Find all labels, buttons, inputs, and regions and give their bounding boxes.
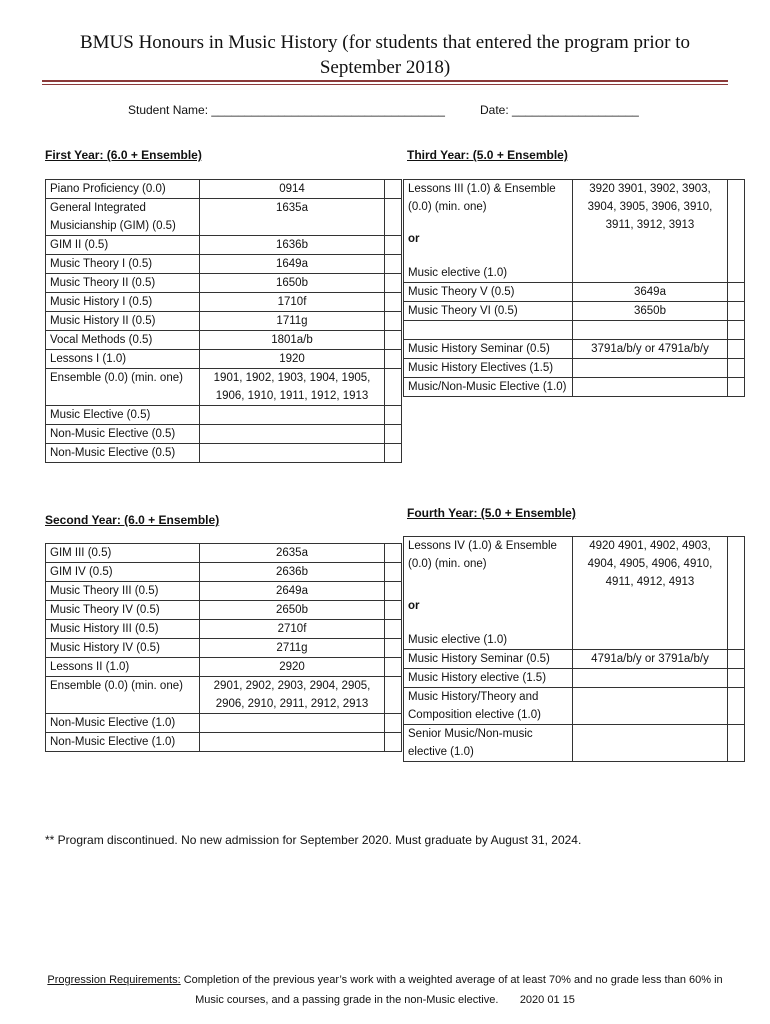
code-cell: 1901, 1902, 1903, 1904, 1905, 1906, 1910, 1911, 1912, 1913 bbox=[200, 369, 385, 406]
first-year-heading: First Year: (6.0 + Ensemble) bbox=[45, 148, 202, 162]
table-row bbox=[46, 369, 402, 406]
checkbox-cell[interactable] bbox=[728, 283, 745, 302]
title-rule-thin bbox=[42, 84, 728, 85]
checkbox-cell[interactable] bbox=[385, 582, 402, 601]
table-row bbox=[404, 283, 745, 302]
checkbox-cell[interactable] bbox=[385, 733, 402, 752]
table-row bbox=[46, 274, 402, 293]
table-row bbox=[46, 350, 402, 369]
course-cell: Music History Electives (1.5) bbox=[404, 359, 573, 378]
code-cell: 2649a bbox=[200, 582, 385, 601]
code-cell bbox=[573, 378, 728, 397]
course-cell: Lessons II (1.0) bbox=[46, 658, 200, 677]
checkbox-cell[interactable] bbox=[728, 650, 745, 669]
course-cell: Ensemble (0.0) (min. one) bbox=[46, 677, 200, 714]
checkbox-cell[interactable] bbox=[385, 406, 402, 425]
checkbox-cell[interactable] bbox=[385, 255, 402, 274]
course-cell: General Integrated Musicianship (GIM) (0.5) bbox=[46, 199, 200, 236]
course-cell: Non-Music Elective (1.0) bbox=[46, 714, 200, 733]
table-row bbox=[46, 425, 402, 444]
table-row bbox=[404, 302, 745, 321]
table-row bbox=[46, 677, 402, 714]
course-cell: Music History II (0.5) bbox=[46, 312, 200, 331]
second-year-heading: Second Year: (6.0 + Ensemble) bbox=[45, 513, 220, 527]
course-cell: Lessons I (1.0) bbox=[46, 350, 200, 369]
course-cell: Music Theory III (0.5) bbox=[46, 582, 200, 601]
third-year-table bbox=[403, 179, 745, 397]
code-cell bbox=[200, 444, 385, 463]
table-row bbox=[404, 321, 745, 340]
lessons-block-code: 3920 3901, 3902, 3903, 3904, 3905, 3906, 3910, 3911, 3912, 3913 bbox=[573, 180, 728, 283]
checkbox-cell[interactable] bbox=[385, 350, 402, 369]
checkbox-cell[interactable] bbox=[385, 714, 402, 733]
course-cell: Music History elective (1.5) bbox=[404, 669, 573, 688]
course-cell bbox=[404, 321, 573, 340]
table-row bbox=[404, 359, 745, 378]
code-cell: 1920 bbox=[200, 350, 385, 369]
code-cell: 2711g bbox=[200, 639, 385, 658]
lessons-block-course bbox=[404, 180, 573, 283]
checkbox-cell[interactable] bbox=[385, 331, 402, 350]
table-row bbox=[46, 733, 402, 752]
table-row bbox=[46, 658, 402, 677]
code-cell: 2710f bbox=[200, 620, 385, 639]
course-cell: Ensemble (0.0) (min. one) bbox=[46, 369, 200, 406]
lessons-block-row bbox=[404, 537, 745, 650]
table-row bbox=[46, 620, 402, 639]
table-row bbox=[46, 180, 402, 199]
code-cell: 2901, 2902, 2903, 2904, 2905, 2906, 2910, 2911, 2912, 2913 bbox=[200, 677, 385, 714]
checkbox-cell[interactable] bbox=[728, 669, 745, 688]
or-label: or bbox=[408, 600, 420, 612]
checkbox-cell[interactable] bbox=[728, 688, 745, 725]
checkbox-cell[interactable] bbox=[385, 425, 402, 444]
code-cell: 1636b bbox=[200, 236, 385, 255]
checkbox-cell[interactable] bbox=[385, 677, 402, 714]
code-cell: 1649a bbox=[200, 255, 385, 274]
footer-date: 2020 01 15 bbox=[519, 994, 575, 1006]
checkbox-cell[interactable] bbox=[385, 620, 402, 639]
checkbox-cell[interactable] bbox=[728, 359, 745, 378]
course-cell: Music Theory II (0.5) bbox=[46, 274, 200, 293]
checkbox-cell[interactable] bbox=[728, 378, 745, 397]
course-cell: Senior Music/Non-music elective (1.0) bbox=[404, 725, 573, 762]
course-cell: Music Theory VI (0.5) bbox=[404, 302, 573, 321]
program-note: ** Program discontinued. No new admission for September 2020. Must graduate by August 31, 2024. bbox=[45, 833, 582, 847]
code-cell: 2920 bbox=[200, 658, 385, 677]
checkbox-cell[interactable] bbox=[385, 274, 402, 293]
table-row bbox=[46, 563, 402, 582]
table-row bbox=[46, 582, 402, 601]
course-cell: Music History III (0.5) bbox=[46, 620, 200, 639]
checkbox-cell[interactable] bbox=[385, 293, 402, 312]
lessons-course: Lessons III (1.0) & Ensemble (0.0) (min. one) bbox=[408, 183, 556, 213]
code-cell bbox=[200, 406, 385, 425]
code-cell: 1801a/b bbox=[200, 331, 385, 350]
code-cell: 3649a bbox=[573, 283, 728, 302]
lessons-block-code: 4920 4901, 4902, 4903, 4904, 4905, 4906, 4910, 4911, 4912, 4913 bbox=[573, 537, 728, 650]
course-cell: Music Elective (0.5) bbox=[46, 406, 200, 425]
code-cell: 1650b bbox=[200, 274, 385, 293]
checkbox-cell[interactable] bbox=[385, 563, 402, 582]
table-row bbox=[46, 312, 402, 331]
course-cell: Music History Seminar (0.5) bbox=[404, 340, 573, 359]
first-year-table bbox=[45, 179, 402, 463]
checkbox-cell[interactable] bbox=[728, 725, 745, 762]
table-row bbox=[46, 255, 402, 274]
table-row bbox=[46, 544, 402, 563]
checkbox-cell[interactable] bbox=[385, 444, 402, 463]
course-cell: GIM III (0.5) bbox=[46, 544, 200, 563]
code-cell: 1635a bbox=[200, 199, 385, 236]
date-field[interactable]: Date: ___________________ bbox=[480, 103, 639, 117]
checkbox-cell[interactable] bbox=[385, 601, 402, 620]
student-name-field[interactable]: Student Name: ___________________________________ bbox=[128, 103, 445, 117]
code-cell: 1711g bbox=[200, 312, 385, 331]
code-cell bbox=[573, 688, 728, 725]
table-row bbox=[46, 714, 402, 733]
lessons-alt-course: Music elective (1.0) bbox=[408, 634, 508, 646]
third-year-heading: Third Year: (5.0 + Ensemble) bbox=[407, 148, 568, 162]
code-cell: 3650b bbox=[573, 302, 728, 321]
lessons-block-row bbox=[404, 180, 745, 283]
checkbox-cell[interactable] bbox=[385, 369, 402, 406]
code-cell bbox=[573, 725, 728, 762]
code-cell bbox=[573, 359, 728, 378]
course-cell: GIM II (0.5) bbox=[46, 236, 200, 255]
table-row bbox=[46, 199, 402, 236]
code-cell: 2635a bbox=[200, 544, 385, 563]
table-row bbox=[46, 236, 402, 255]
table-row bbox=[404, 378, 745, 397]
checkbox-cell[interactable] bbox=[385, 236, 402, 255]
table-row bbox=[46, 601, 402, 620]
code-cell: 4791a/b/y or 3791a/b/y bbox=[573, 650, 728, 669]
course-cell: Music History/Theory and Composition elective (1.0) bbox=[404, 688, 573, 725]
table-row bbox=[404, 650, 745, 669]
checkbox-cell[interactable] bbox=[728, 180, 745, 283]
checkbox-cell[interactable] bbox=[385, 639, 402, 658]
course-cell: Music History I (0.5) bbox=[46, 293, 200, 312]
progression-footer bbox=[40, 970, 730, 1010]
checkbox-cell[interactable] bbox=[728, 340, 745, 359]
table-row bbox=[404, 725, 745, 762]
lessons-alt-course: Music elective (1.0) bbox=[408, 267, 508, 279]
fourth-year-table bbox=[403, 536, 745, 762]
code-cell bbox=[573, 669, 728, 688]
table-row bbox=[404, 688, 745, 725]
checkbox-cell[interactable] bbox=[385, 312, 402, 331]
course-cell: Non-Music Elective (0.5) bbox=[46, 444, 200, 463]
lessons-course: Lessons IV (1.0) & Ensemble (0.0) (min. one) bbox=[408, 540, 557, 570]
code-cell: 0914 bbox=[200, 180, 385, 199]
course-cell: Piano Proficiency (0.0) bbox=[46, 180, 200, 199]
checkbox-cell[interactable] bbox=[728, 302, 745, 321]
table-row bbox=[404, 669, 745, 688]
course-cell: GIM IV (0.5) bbox=[46, 563, 200, 582]
checkbox-cell[interactable] bbox=[385, 544, 402, 563]
footer-label: Progression Requirements: bbox=[47, 974, 181, 986]
course-cell: Music/Non-Music Elective (1.0) bbox=[404, 378, 573, 397]
code-cell bbox=[200, 425, 385, 444]
code-cell bbox=[573, 321, 728, 340]
code-cell bbox=[200, 714, 385, 733]
lessons-block-course bbox=[404, 537, 573, 650]
course-cell: Music History IV (0.5) bbox=[46, 639, 200, 658]
course-cell: Music Theory V (0.5) bbox=[404, 283, 573, 302]
table-row bbox=[46, 293, 402, 312]
course-cell: Non-Music Elective (1.0) bbox=[46, 733, 200, 752]
course-cell: Music History Seminar (0.5) bbox=[404, 650, 573, 669]
fourth-year-heading: Fourth Year: (5.0 + Ensemble) bbox=[407, 506, 576, 520]
course-cell: Music Theory I (0.5) bbox=[46, 255, 200, 274]
checkbox-cell[interactable] bbox=[385, 180, 402, 199]
course-cell: Music Theory IV (0.5) bbox=[46, 601, 200, 620]
checkbox-cell[interactable] bbox=[385, 658, 402, 677]
or-label: or bbox=[408, 233, 420, 245]
code-cell: 1710f bbox=[200, 293, 385, 312]
code-cell: 3791a/b/y or 4791a/b/y bbox=[573, 340, 728, 359]
table-row bbox=[46, 331, 402, 350]
footer-text: Completion of the previous year’s work with a weighted average of at least 70% and no grade less than 60% in Music courses, and a passing grade in the non-Music elective. bbox=[180, 974, 723, 1006]
code-cell: 2650b bbox=[200, 601, 385, 620]
table-row bbox=[46, 444, 402, 463]
checkbox-cell[interactable] bbox=[728, 321, 745, 340]
second-year-table bbox=[45, 543, 402, 752]
table-row bbox=[46, 406, 402, 425]
page-title: BMUS Honours in Music History (for students that entered the program prior to September 2018) bbox=[79, 32, 691, 78]
checkbox-cell[interactable] bbox=[385, 199, 402, 236]
table-row bbox=[46, 639, 402, 658]
title-rule bbox=[42, 80, 728, 82]
course-cell: Non-Music Elective (0.5) bbox=[46, 425, 200, 444]
checkbox-cell[interactable] bbox=[728, 537, 745, 650]
course-cell: Vocal Methods (0.5) bbox=[46, 331, 200, 350]
code-cell bbox=[200, 733, 385, 752]
code-cell: 2636b bbox=[200, 563, 385, 582]
table-row bbox=[404, 340, 745, 359]
